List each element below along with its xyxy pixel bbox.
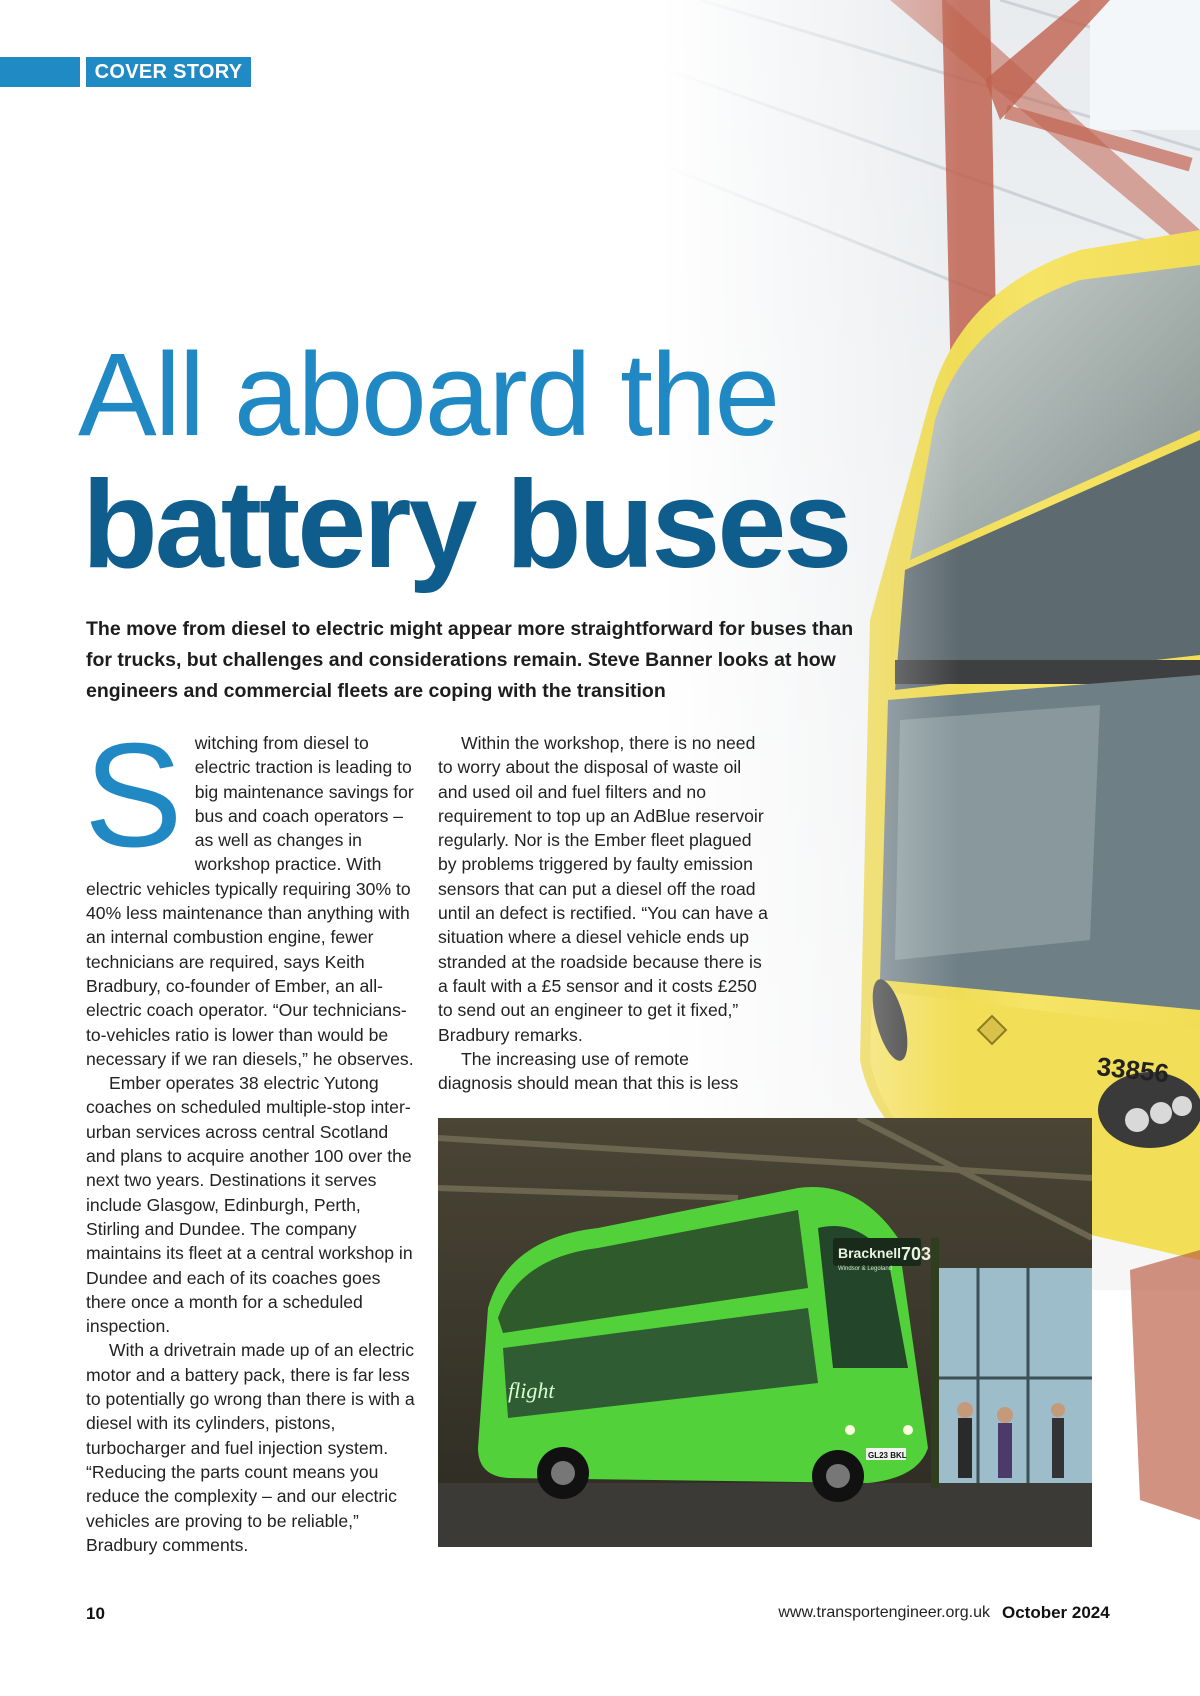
inset-bus-photo — [438, 1118, 1092, 1547]
body-column-1 — [84, 713, 416, 1557]
body-paragraph: With a drivetrain made up of an electric motor and a battery pack, there is far less to potentially go wrong than there is with a diesel with its cylinders, pistons, turbocharger and fuel injection system. “Reducing the parts count means you reduce the complexity – and our electric vehicles are proving to be reliable,” Bradbury comments. — [86, 1340, 415, 1555]
inset-registration-plate: GL23 BKL — [868, 1451, 907, 1460]
page-number: 10 — [86, 1604, 105, 1623]
body-paragraph: Ember operates 38 electric Yutong coaches on scheduled multiple-stop inter-urban services across central Scotland and plans to acquire another 100 over the next two years. Destinations it serves include Glasgow, Edinburgh, Perth, Stirling and Dundee. The company maintains its fleet at a central workshop in Dundee and each of its coaches goes there once a month for a scheduled inspection. — [86, 1073, 413, 1337]
section-tag-bar — [0, 57, 80, 87]
destination-via: Windsor & Legoland — [838, 1266, 893, 1272]
headline-line-1: All aboard the — [78, 329, 779, 461]
body-paragraph: The increasing use of remote diagnosis should mean that this is less — [438, 1048, 739, 1094]
body-paragraph: Within the workshop, there is no need to worry about the disposal of waste oil and used oil and fuel filters and no requirement to top up an AdBlue reservoir regularly. Nor is the Ember fleet plagued by problems triggered by faulty emission sensors that can put a diesel off the road until an defect is rectified. “You can have a situation where a diesel vehicle ends up stranded at the roadside because there is a fault with a £5 sensor and it costs £250 to send out an engineer to get it fixed,” Bradbury remarks. — [438, 733, 768, 1045]
footer-date: October 2024 — [1002, 1603, 1110, 1622]
destination-display: Bracknell — [838, 1245, 902, 1261]
section-tag: COVER STORY — [86, 57, 251, 87]
body-column-2 — [438, 731, 768, 1095]
headline-line-2: battery buses — [82, 456, 850, 594]
footer-url: www.transportengineer.org.uk — [778, 1604, 990, 1621]
route-number: 703 — [901, 1244, 932, 1264]
body-paragraph-text: witching from diesel to electric traction is leading to big maintenance savings for bus and coach operators – as well as changes in workshop practice. With electric vehicles typically requiring 30% to 40% less maintenance than anything with an internal combustion engine, fewer technicians are required, says Keith Bradbury, co-founder of Ember, an all-electric coach operator. “Our technicians-to-vehicles ratio is lower than would be necessary if we ran diesels,” he observes. — [86, 733, 414, 1069]
body-paragraph — [84, 713, 416, 1071]
livery-logo: flight — [508, 1378, 555, 1403]
drop-cap: S — [84, 713, 183, 878]
standfirst: The move from diesel to electric might appear more straightforward for buses than for trucks, but challenges and considerations remain. Steve Banner looks at how engineers and commercial fleets are coping with the transition — [86, 618, 854, 702]
